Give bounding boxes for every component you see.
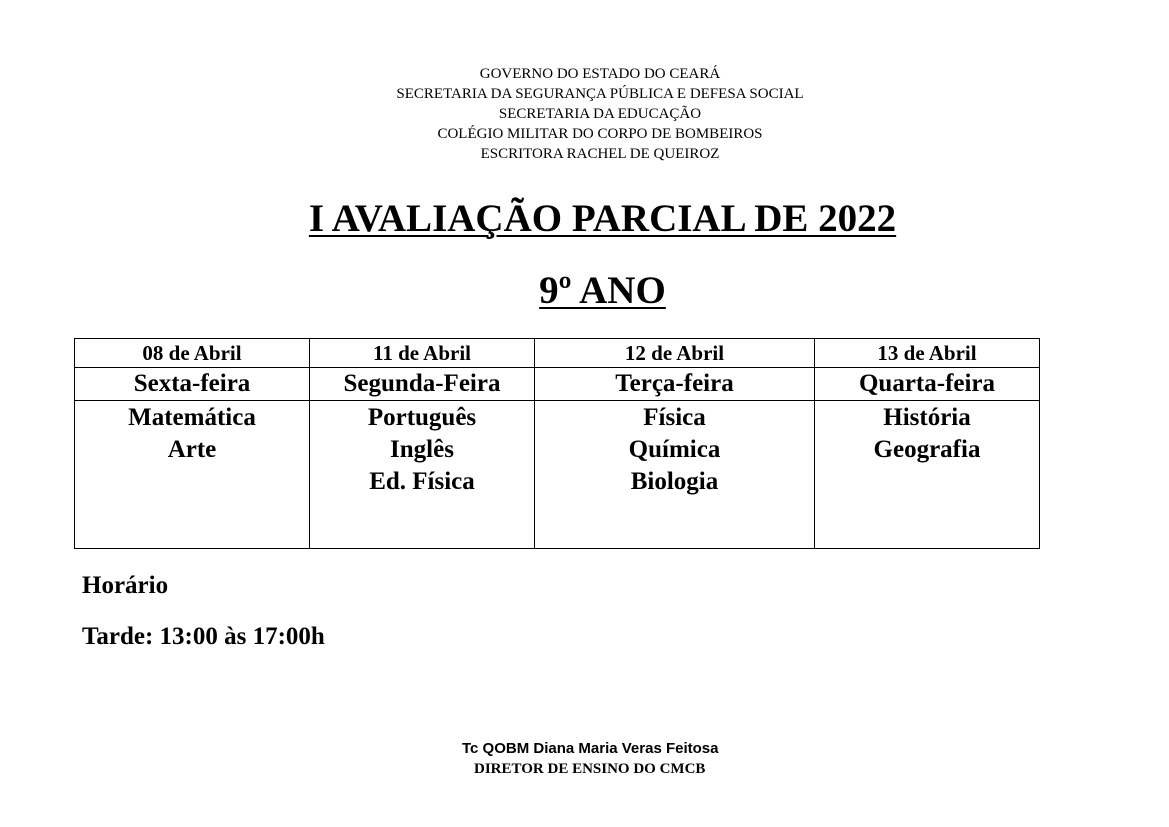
subjects-cell (815, 401, 1040, 549)
weekday-cell: Terça-feira (535, 368, 815, 401)
date-cell: 12 de Abril (535, 339, 815, 368)
subjects-cell (75, 401, 310, 549)
subjects-cell (535, 401, 815, 549)
subject-item: Geografia (873, 436, 981, 463)
weekday-cell: Segunda-Feira (310, 368, 535, 401)
subject-item: Biologia (630, 468, 719, 495)
subject-item: História (883, 404, 971, 431)
subject-item: Inglês (390, 436, 454, 463)
page-title (0, 194, 1169, 244)
subjects-row (75, 401, 1040, 549)
weekday-cell: Quarta-feira (815, 368, 1040, 401)
exam-schedule-table (74, 338, 1040, 549)
header-line-college: COLÉGIO MILITAR DO CORPO DE BOMBEIROS (437, 126, 763, 142)
schedule-time-label: Horário (82, 572, 169, 599)
subject-item: Ed. Física (369, 468, 475, 495)
subject-item: Química (628, 436, 721, 463)
date-cell: 13 de Abril (815, 339, 1040, 368)
header-line-education: SECRETARIA DA EDUCAÇÃO (498, 106, 702, 122)
grade-title (0, 266, 1169, 316)
dates-row (75, 339, 1040, 368)
weekday-cell: Sexta-feira (75, 368, 310, 401)
subject-item: Arte (167, 436, 217, 463)
subject-item: Matemática (128, 404, 256, 431)
header-line-security: SECRETARIA DA SEGURANÇA PÚBLICA E DEFESA SOCIAL (396, 86, 804, 102)
subjects-cell (310, 401, 535, 549)
grade-title-text: 9º ANO (539, 269, 666, 312)
subject-item: Física (643, 404, 706, 431)
header-line-school-name: ESCRITORA RACHEL DE QUEIROZ (480, 146, 720, 162)
subject-item: Português (367, 404, 477, 431)
page-title-text: I AVALIAÇÃO PARCIAL DE 2022 (308, 197, 897, 240)
date-cell: 11 de Abril (310, 339, 535, 368)
signatory-role: DIRETOR DE ENSINO DO CMCB (474, 761, 706, 777)
weekdays-row (75, 368, 1040, 401)
date-cell: 08 de Abril (75, 339, 310, 368)
signatory-name: Tc QOBM Diana Maria Veras Feitosa (462, 740, 719, 757)
schedule-time-value: Tarde: 13:00 às 17:00h (82, 623, 325, 650)
institution-header (0, 64, 1169, 164)
header-line-state: GOVERNO DO ESTADO DO CEARÁ (479, 66, 721, 82)
